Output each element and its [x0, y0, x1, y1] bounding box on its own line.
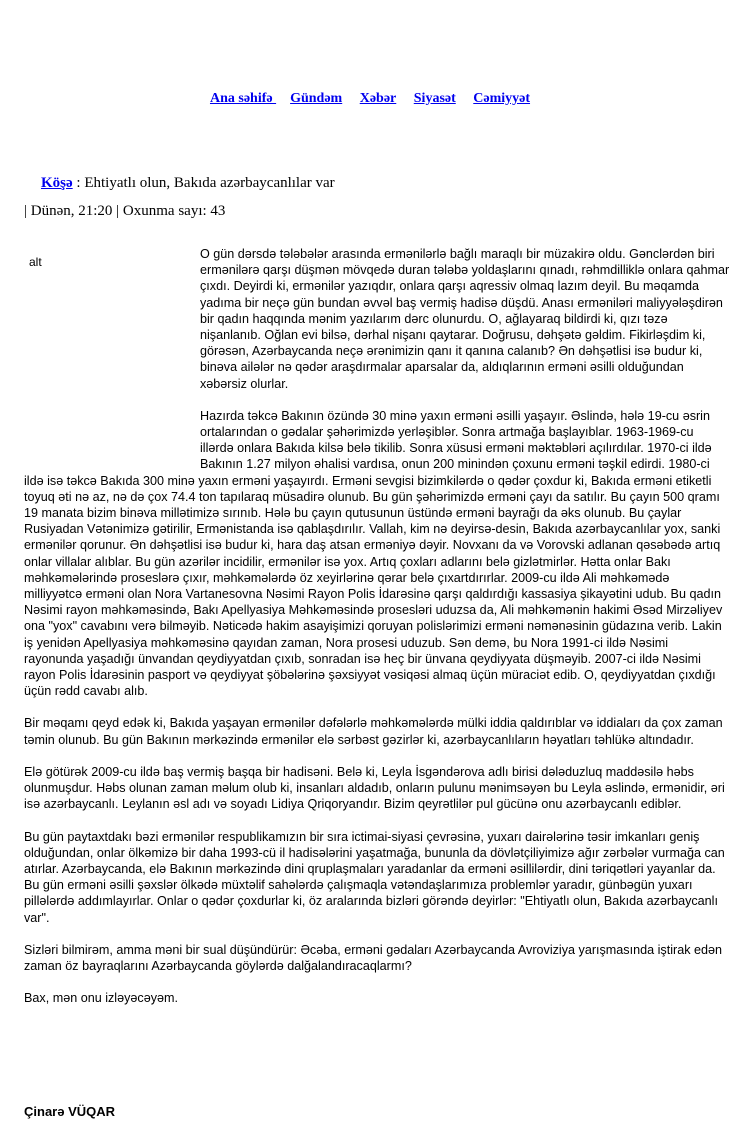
- nav-link-politics[interactable]: Siyasət: [413, 91, 456, 106]
- paragraph: Sizləri bilmirəm, amma məni bir sual düşündürür: Əcəba, erməni gədaları Azərbaycanda Avroviziya yarışmasında iştirak edən zaman öz bayraqlarını Azərbaycanda göylərdə dalğalandıracaqlarmı?: [24, 942, 723, 973]
- author-name: Çinarə VÜQAR: [24, 1104, 116, 1119]
- breadcrumb: [41, 175, 335, 192]
- article-body: [24, 246, 730, 1022]
- breadcrumb-separator: :: [72, 175, 85, 191]
- nav-link-news[interactable]: Xəbər: [359, 91, 397, 106]
- paragraph: Bax, mən onu izləyəcəyəm.: [24, 991, 178, 1006]
- top-navigation: [0, 91, 740, 107]
- paragraph: Hazırda təkcə Bakının özündə 30 minə yaxın erməni əsilli yaşayır. Əslində, hələ 19-cu əsrin ortalarından o gədalar şəhərimizdə yerləşiblər. Sonra artmağa başlayıblar. 1963-1969-cu illərdə onlara Bakıda kilsə belə tikilib. Sonra xüsusi erməni məktəbləri açılırdılar. 1970-ci ildə Bakının 1.27 milyon əhalisi vardısa, onun 200 minindən çoxunu erməni təşkil edirdi. 1980-ci ildə isə təkcə Bakıda 300 minə yaxın erməni yaşayırdı. Erməni sevgisi bizimkilərdə o qədər çoxdur ki, Bakıda erməni etiketli toyuq əti nə az, nə də çox 74.4 ton tapılaraq müsadirə olunub. Bu gün şəhərimizdə erməni çayı da satılır. Bu çayın 500 qramı 19 manata bizim binəva millətimizə sırınıb. Hələ bu çayın qutusunun üstündə erməni bayrağı da əks olunub. Bu çaylar Rusiyadan Vətənimizə gətirilir, Ermənistanda isə qablaşdırılır. Vallah, kim nə deyirsə-desin, Bakıda azərbaycanlılar yox, sanki ermənilər qorunur. Ən dəhşətlisi isə budur ki, hara daş atsan erməniyə dəyir. Novxanı da və Vorovski adlanan qəsəbədə artıq onlar villalar alıblar. Bu gün azərilər incidilir, ermənilər isə yox. Artıq çoxları adlarını belə gizlətmirlər. Hətta onlar Bakı məhkəmələrində proseslərə çıxır, məhkəmələrdə öz xeyirlərinə qərar belə çıxartdırırlar. 2009-cu ildə Ali məhkəmədə milliyyətcə erməni olan Nora Vartanesovna Nəsimi Rayon Polis İdarəsinə qarşı qaldırdığı kassasiya şikayətini udub. Bu qadın Nəsimi rayon məhkəməsində, Bakı Apellyasiya Məhkəməsində prosesləri uduzsa da, Ali məhkəmənin hakimi Əsəd Mirzəliyev ona "yox" cavabını verə bilməyib. Nəticədə hakim asayişimizi qoruyan polislərimizi erməni nəmənəsinin güdazına verib. Lakin iş yenidən Apellyasiya məhkəməsinə qayıdan zaman, Nora prosesi uduzub. Sən demə, bu Nora 1991-ci ildə Nəsimi rayonunda yaşadığı ünvandan qeydiyyatdan çıxıb, sonradan isə heç bir ünvana qeydiyyata düşməyib. 2007-ci ildə Nəsimi rayon Polis İdarəsinin pasport və qeydiyyat şöbələrinə şəxsiyyət vəsiqəsi almaq üçün müraciət edib. O, qeydiyyatdan çıxdığı üçün rədd cavabı alıb.: [24, 408, 723, 699]
- image-alt-text: alt: [29, 255, 42, 269]
- paragraph: Elə götürək 2009-cu ildə baş vermiş başqa bir hadisəni. Belə ki, Leyla İsgəndərova adlı birisi dələduzluq maddəsilə həbs olunmuşdur. Həbs olunan zaman məlum olub ki, insanları aldadıb, onların pulunu mənimsəyən bu Leyla əslində, ermənidir, əri isə azərbaycanlı. Leylanın əsl adı və soyadı Lidiya Qriqoryandır. Bizim qeyrətlilər pul gücünə onu azərbaycanlı ediblər.: [24, 764, 725, 812]
- paragraph: Bu gün paytaxtdakı bəzi ermənilər respublikamızın bir sıra ictimai-siyasi çevrəsinə, yuxarı dairələrinə təsir imkanları geniş olduğundan, onlar ölkəmizə bir daha 1993-cü il hadisələrini yaşatmağa, bununla da dövlətçiliyimizə ağır zərbələr vurmağa can atırlar. Azərbaycanda, elə Bakının mərkəzində dini qruplaşmaları yaradanlar da erməni əsillilərdir, dini təriqətləri yayanlar da. Bu gün erməni əsilli şəxslər ölkədə müxtəlif sahələrdə çalışmaqla vətəndaşlarımıza problemlər yaradır, günbəgün yuxarı pillələrdə addımlayırlar. Onlar o qədər çoxdurlar ki, öz aralarında bizləri görəndə deyirlər: "Ehtiyatlı olun, Bakıda azərbaycanlı var".: [24, 829, 725, 925]
- paragraph: Bir məqamı qeyd edək ki, Bakıda yaşayan ermənilər dəfələrlə məhkəmələrdə mülki iddia qaldırıblar və iddiaları da çox zaman təmin olunub. Bu gün Bakının mərkəzində ermənilər elə sərbəst gəzirlər ki, azərbaycanlıların həyatları təhlükə altındadır.: [24, 716, 723, 747]
- nav-link-agenda[interactable]: Gündəm: [290, 91, 343, 106]
- nav-link-home[interactable]: Ana səhifə: [209, 91, 277, 106]
- paragraph: O gün dərsdə tələbələr arasında ermənilərlə bağlı maraqlı bir müzakirə oldu. Gənclərdən biri ermənilərə qarşı düşmən mövqedə duran tələbə yoldaşlarını qınadı, rəhmdilliklə onlara qahmar çıxdı. Deyirdi ki, ermənilər yazıqdır, onlara qarşı aqressiv olmaq lazım deyil. Bu məqamda yadıma bir neçə gün bundan əvvəl baş vermiş hadisə düşdü. Anası erməniləri maliyyələşdirən bir qadın haqqında mənim yazılarım dərc olunurdu. O, ağlayaraq bildirdi ki, qızı təzə nişanlanıb. Oğlan evi bilsə, dərhal nişanı qaytarar. Doğrusu, dəhşətə gəldim. Fikirləşdim ki, görəsən, Azərbaycanda neçə ərənimizin qanı it qanına calanıb? Ən dəhşətlisi isə budur ki, binəva ailələr nə qədər araşdırmalar aparsalar da, aldıqlarının erməni əsilli olduğundan xəbərsiz olurlar.: [200, 247, 730, 391]
- article-meta: | Dünən, 21:20 | Oxunma sayı: 43: [24, 203, 226, 219]
- article-title: Ehtiyatlı olun, Bakıda azərbaycanlılar var: [84, 175, 335, 191]
- nav-link-society[interactable]: Cəmiyyət: [473, 91, 531, 106]
- article-image: [24, 246, 196, 462]
- section-link[interactable]: Köşə: [41, 175, 73, 191]
